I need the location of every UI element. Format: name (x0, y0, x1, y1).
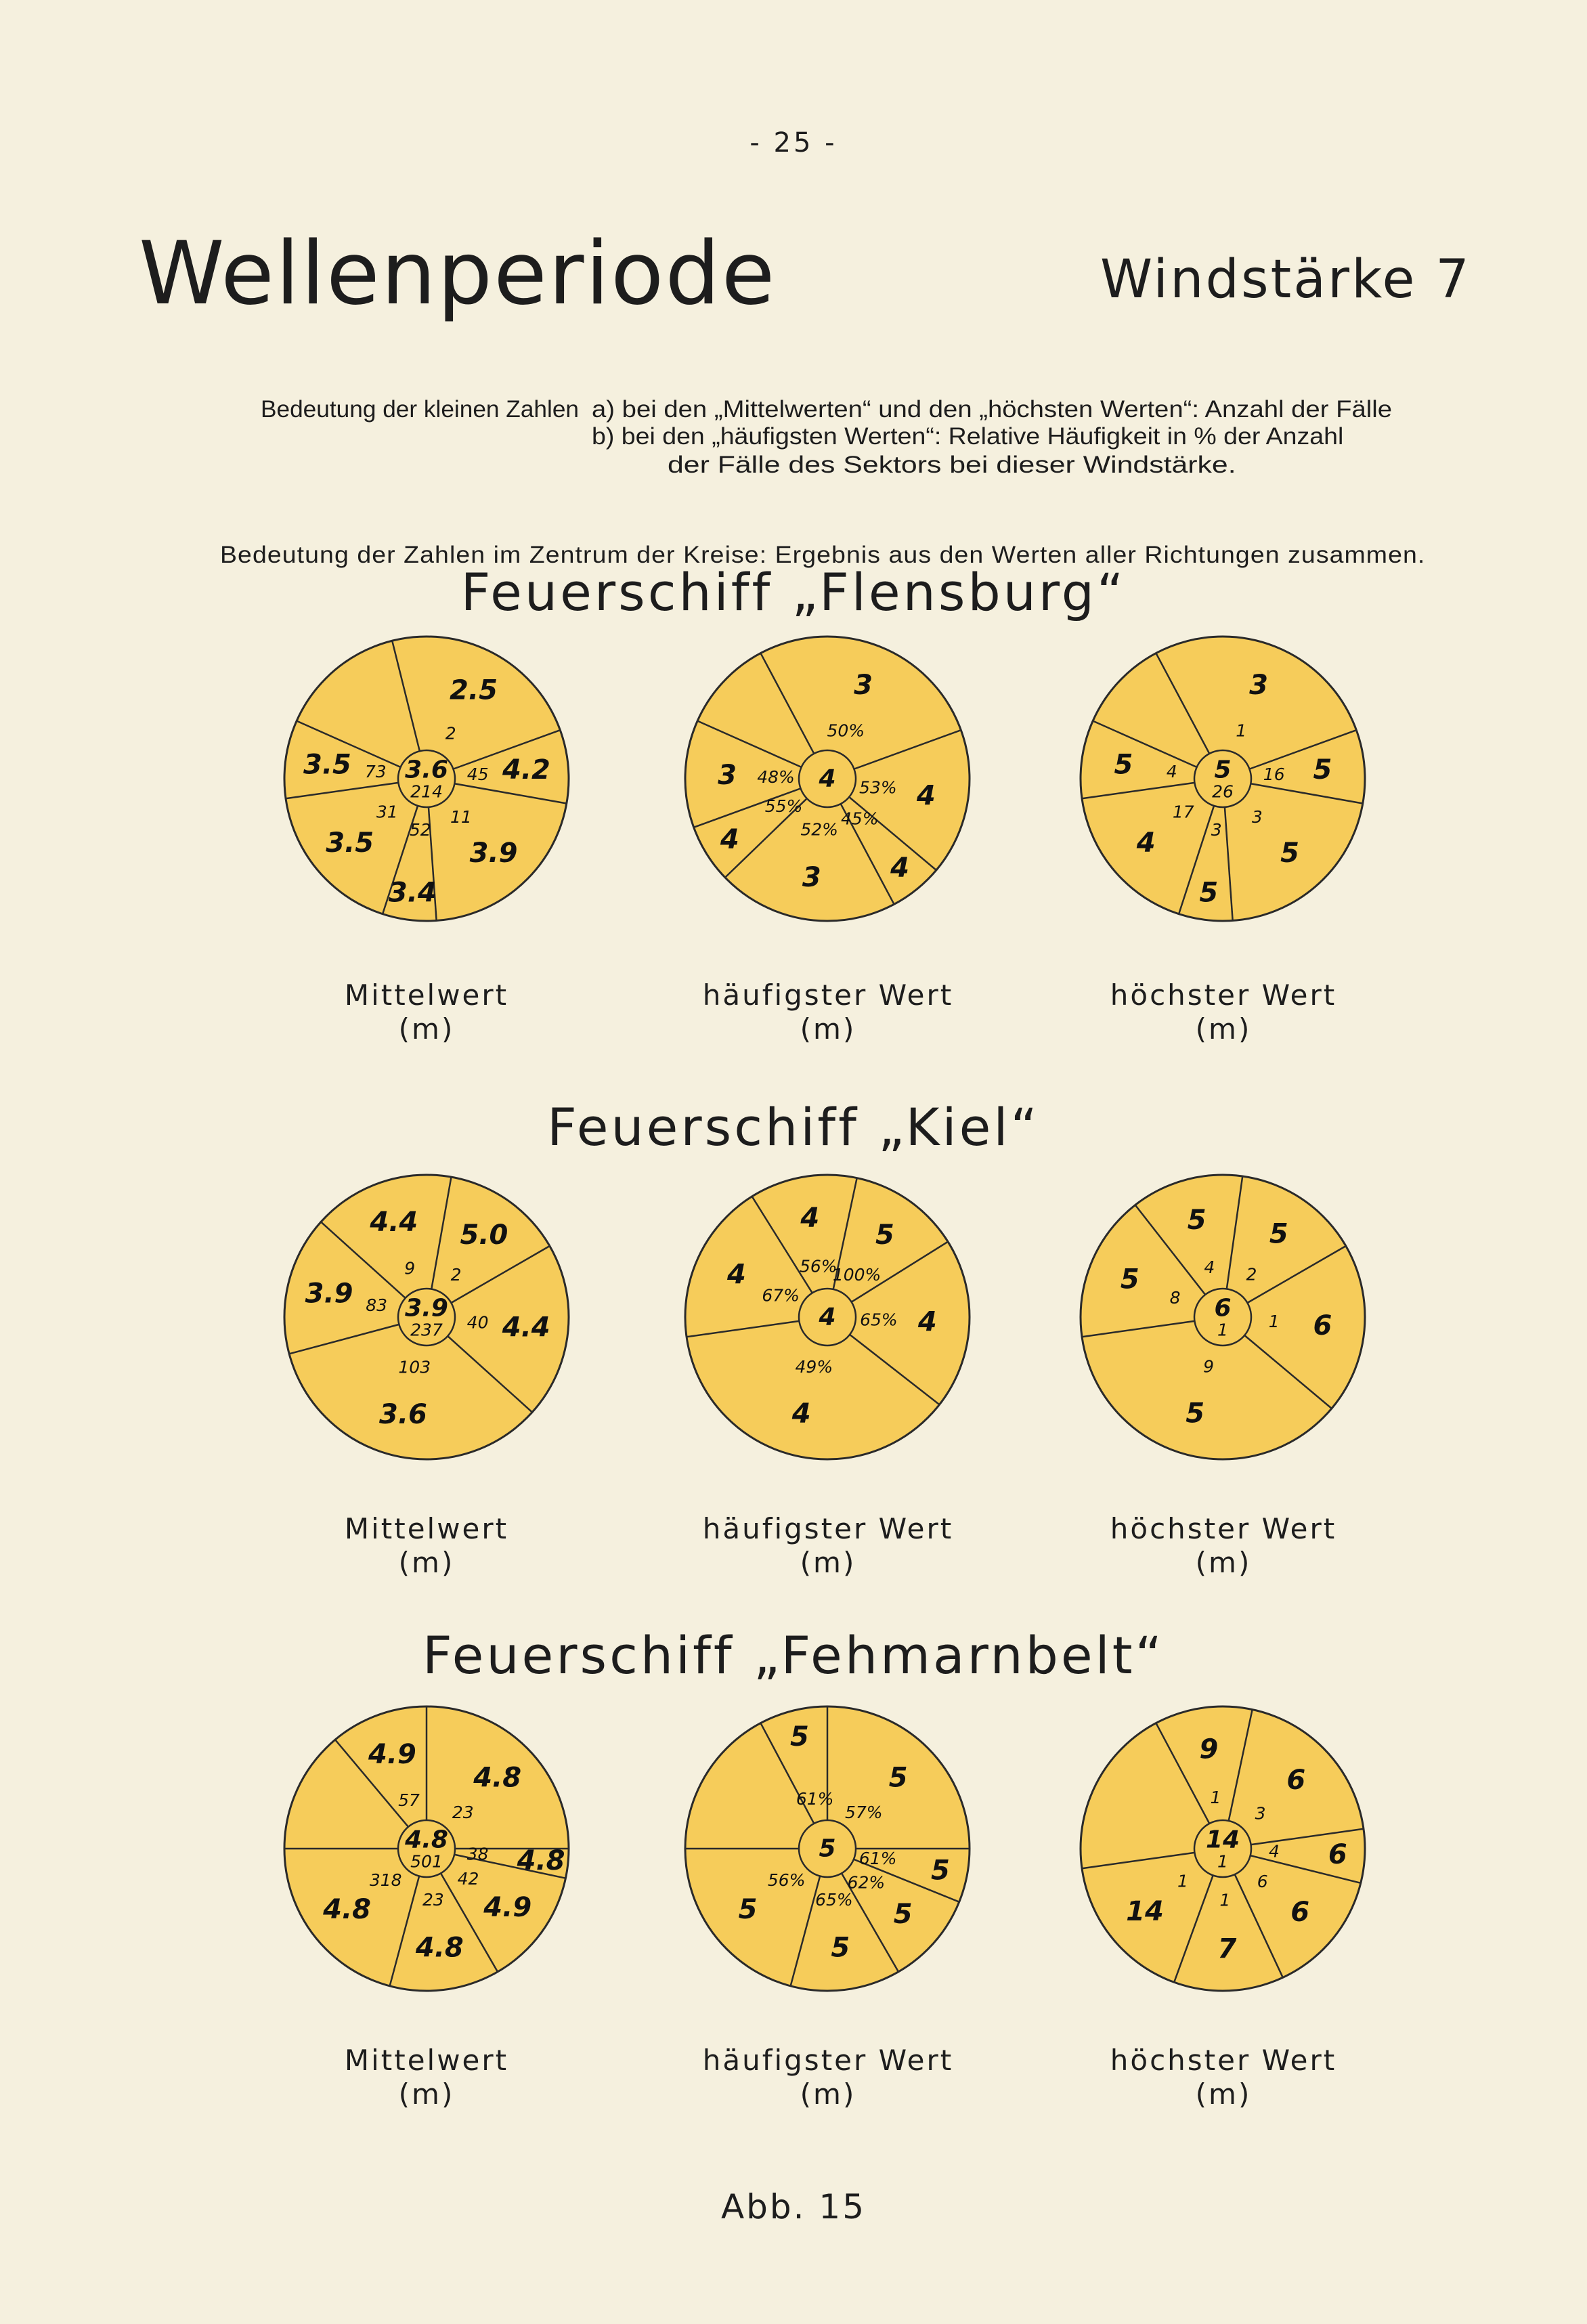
sector-count: 40 (466, 1312, 489, 1333)
sector-value: 5 (1120, 1264, 1139, 1295)
sector-value: 4.9 (483, 1891, 532, 1923)
center-count: 1 (1217, 1851, 1228, 1872)
sector-count: 9 (1203, 1356, 1215, 1377)
sector-count: 61% (796, 1788, 834, 1809)
sector-count: 9 (404, 1258, 416, 1278)
sector-count: 48% (757, 767, 795, 787)
sector-value: 6 (1290, 1897, 1310, 1929)
center-value: 3.9 (405, 1294, 448, 1322)
sector-value: 5 (789, 1721, 809, 1753)
sector-count: 42 (457, 1869, 479, 1889)
sector-value: 5 (893, 1899, 913, 1931)
sector-value: 14 (1126, 1896, 1164, 1928)
pie-chart (1074, 1168, 1372, 1466)
caption-max: höchster Wert (m) (1110, 2044, 1337, 2111)
center-count: 237 (410, 1320, 443, 1340)
sector-value: 5 (1114, 749, 1133, 781)
sector-value: 4 (890, 853, 909, 884)
sector-value: 9 (1199, 1734, 1219, 1765)
center-count: 214 (410, 781, 443, 802)
sector-value: 3.4 (388, 877, 437, 909)
sector-count: 1 (1210, 1788, 1221, 1808)
sector-count: 1 (1268, 1312, 1280, 1332)
sector-value: 5 (831, 1932, 850, 1964)
caption-mean: Mittelwert (m) (344, 1512, 509, 1579)
legend-line-b1: b) bei den „häufigsten Werten“: Relative Häufigkeit in % der Anzahl (592, 423, 1344, 450)
sector-count: 62% (847, 1872, 886, 1893)
sector-count: 2 (445, 723, 456, 744)
pie-chart (678, 630, 976, 928)
page-subtitle: Windstärke 7 (1100, 249, 1471, 310)
sector-value: 3.5 (303, 749, 351, 781)
sector-value: 3 (802, 862, 821, 894)
sector-count: 8 (1169, 1288, 1181, 1308)
sector-count: 103 (398, 1357, 431, 1377)
sector-count: 23 (422, 1889, 444, 1910)
sector-count: 45% (841, 809, 879, 829)
caption-max: höchster Wert (m) (1110, 1512, 1337, 1579)
caption-max: höchster Wert (m) (1110, 978, 1337, 1046)
pie-chart (1074, 1700, 1372, 1998)
sector-value: 3.9 (305, 1278, 353, 1310)
sector-value: 5 (1199, 877, 1219, 909)
sector-count: 49% (795, 1356, 833, 1377)
sector-count: 67% (762, 1285, 800, 1306)
sector-count: 318 (369, 1870, 402, 1890)
sector-value: 5 (1313, 754, 1332, 786)
station-title-fehmarnbelt: Feuerschiff „Fehmarnbelt“ (422, 1625, 1165, 1685)
sector-count: 4 (1268, 1841, 1280, 1862)
pie-chart (678, 1700, 976, 1998)
figure-label: Abb. 15 (720, 2187, 867, 2226)
sector-value: 3.9 (469, 837, 518, 869)
sector-value: 6 (1286, 1765, 1306, 1796)
center-value: 5 (1214, 756, 1232, 784)
sector-count: 61% (858, 1849, 897, 1869)
sector-value: 5 (930, 1855, 950, 1887)
sector-value: 4 (800, 1203, 820, 1234)
sector-count: 65% (815, 1889, 853, 1910)
sector-value: 4.4 (502, 1312, 550, 1343)
sector-value: 5 (888, 1762, 908, 1794)
sector-value: 4.8 (517, 1845, 565, 1876)
sector-value: 4.2 (502, 754, 550, 786)
sector-value: 5 (875, 1219, 894, 1251)
sector-value: 5.0 (460, 1219, 508, 1251)
sector-value: 3 (854, 669, 873, 701)
sector-count: 3 (1255, 1803, 1266, 1824)
sector-count: 56% (800, 1256, 838, 1276)
sector-count: 52 (409, 819, 431, 840)
sector-value: 4.8 (473, 1762, 522, 1794)
sector-value: 4.4 (370, 1207, 418, 1239)
sector-count: 11 (450, 806, 472, 827)
pie-chart (278, 630, 575, 928)
pie-chart (678, 1168, 976, 1466)
sector-value: 4.8 (415, 1932, 464, 1964)
sector-value: 4.9 (368, 1738, 416, 1770)
sector-value: 4 (791, 1398, 811, 1429)
sector-count: 2 (1246, 1264, 1257, 1285)
pie-chart (278, 1700, 575, 1998)
sector-value: 5 (738, 1894, 758, 1926)
center-value: 4 (819, 765, 836, 793)
sector-count: 83 (366, 1295, 388, 1315)
sector-count: 57% (844, 1802, 883, 1822)
sector-count: 1 (1177, 1871, 1188, 1891)
legend-center: Bedeutung der Zahlen im Zentrum der Kreise: Ergebnis aus den Werten aller Richtungen zusammen. (220, 542, 1426, 568)
page-number: - 25 - (749, 127, 838, 158)
sector-count: 4 (1204, 1257, 1215, 1278)
sector-value: 7 (1217, 1933, 1237, 1964)
sector-count: 50% (827, 720, 865, 741)
sector-value: 6 (1313, 1310, 1332, 1341)
sector-count: 2 (450, 1265, 462, 1285)
sector-count: 45 (466, 764, 489, 784)
sector-count: 17 (1172, 802, 1194, 822)
sector-value: 6 (1328, 1838, 1347, 1870)
sector-count: 31 (376, 802, 398, 822)
legend-line-b2: der Fälle des Sektors bei dieser Windstärke. (668, 452, 1236, 478)
center-value: 3.6 (405, 756, 448, 784)
caption-mode: häufigster Wert (m) (702, 1512, 954, 1579)
center-value: 5 (819, 1834, 836, 1863)
center-value: 4.8 (405, 1826, 448, 1854)
sector-value: 4 (917, 1306, 937, 1338)
sector-count: 55% (764, 796, 803, 816)
sector-value: 4 (916, 780, 936, 812)
caption-mode: häufigster Wert (m) (702, 978, 954, 1046)
legend-line-a: a) bei den „Mittelwerten“ und den „höchsten Werten“: Anzahl der Fälle (592, 396, 1393, 423)
caption-mode: häufigster Wert (m) (702, 2044, 954, 2111)
sector-value: 4 (1136, 827, 1156, 859)
sector-value: 4 (720, 824, 739, 856)
sector-count: 1 (1219, 1890, 1231, 1910)
sector-value: 3.6 (379, 1398, 427, 1430)
sector-value: 5 (1269, 1218, 1288, 1250)
sector-count: 6 (1257, 1871, 1268, 1891)
station-title-kiel: Feuerschiff „Kiel“ (547, 1097, 1040, 1157)
legend-lead: Bedeutung der kleinen Zahlen (261, 396, 580, 423)
sector-count: 57 (398, 1790, 420, 1811)
sector-count: 65% (860, 1310, 898, 1330)
sector-value: 4 (726, 1259, 746, 1291)
sector-count: 100% (832, 1265, 882, 1285)
center-value: 4 (819, 1303, 836, 1331)
center-value: 6 (1214, 1294, 1232, 1322)
station-title-flensburg: Feuerschiff „Flensburg“ (460, 562, 1127, 622)
sector-value: 4.8 (323, 1894, 372, 1926)
caption-mean: Mittelwert (m) (344, 978, 509, 1046)
sector-value: 5 (1186, 1398, 1205, 1429)
sector-count: 52% (800, 819, 838, 840)
center-value: 14 (1205, 1826, 1240, 1854)
sector-value: 3 (1249, 669, 1268, 701)
sector-count: 23 (452, 1802, 474, 1822)
caption-mean: Mittelwert (m) (344, 2044, 509, 2111)
sector-value: 5 (1187, 1205, 1206, 1236)
sector-count: 3 (1211, 819, 1222, 840)
pie-chart (1074, 630, 1372, 928)
center-count: 1 (1217, 1320, 1228, 1340)
center-count: 501 (410, 1851, 443, 1872)
sector-count: 16 (1263, 764, 1285, 784)
pie-chart (278, 1168, 575, 1466)
center-count: 26 (1212, 781, 1234, 802)
sector-count: 73 (364, 761, 387, 781)
sector-value: 5 (1280, 837, 1299, 869)
sector-count: 4 (1166, 761, 1177, 781)
page-title: Wellenperiode (139, 223, 777, 324)
sector-value: 2.5 (450, 674, 498, 706)
sector-count: 53% (859, 777, 897, 798)
sector-value: 3 (718, 759, 737, 791)
sector-count: 1 (1236, 720, 1247, 741)
sector-count: 56% (767, 1870, 806, 1890)
sector-value: 3.5 (326, 827, 374, 859)
sector-count: 3 (1251, 806, 1263, 827)
sector-count: 38 (466, 1844, 489, 1864)
